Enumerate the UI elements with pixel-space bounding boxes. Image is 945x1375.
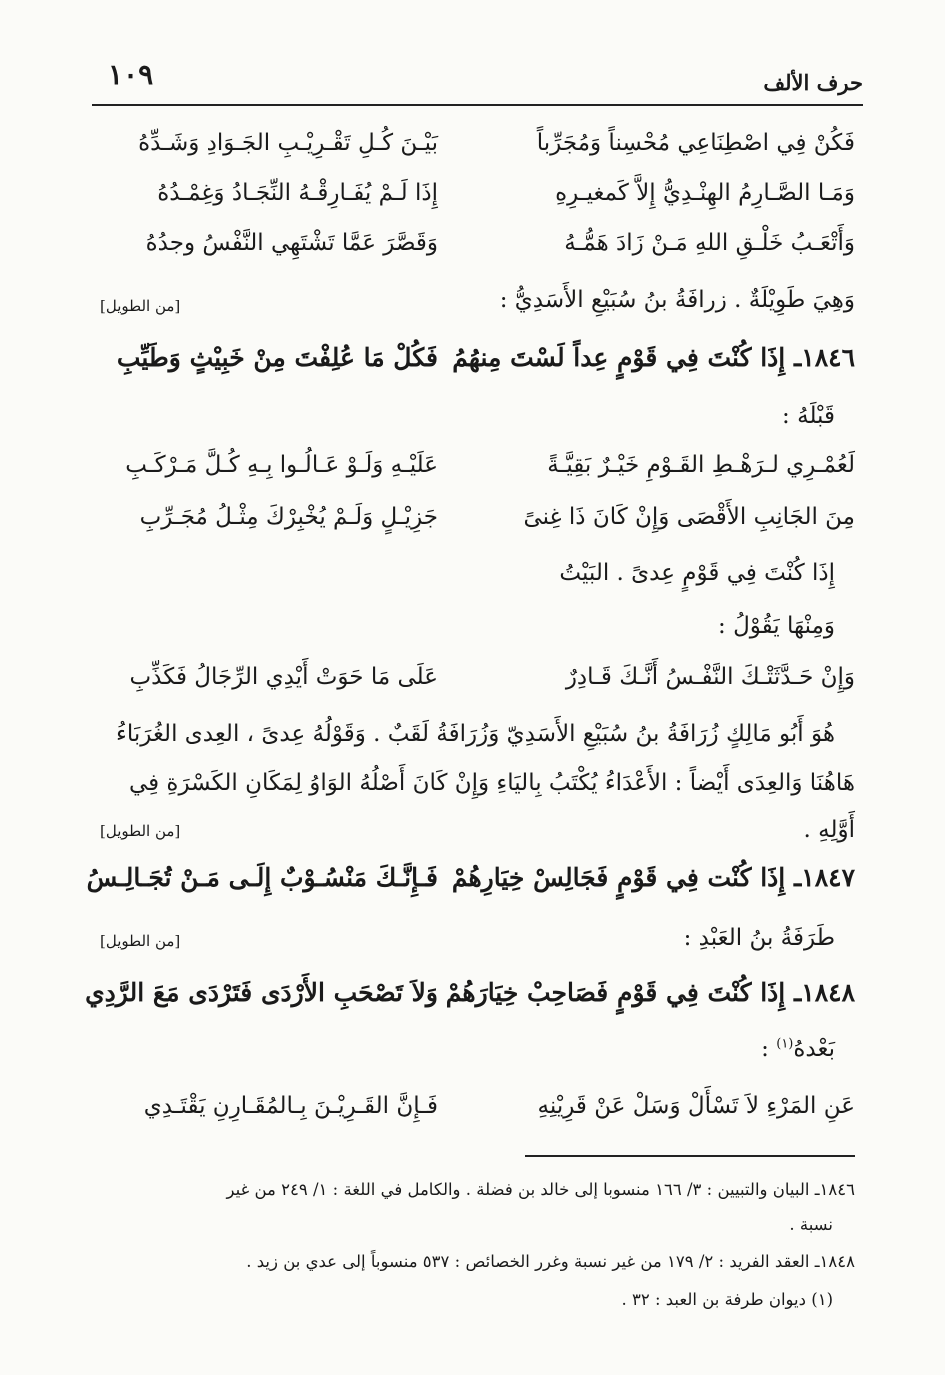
footnote-line: ١٨٤٦ـ البيان والتبيين : ٣/ ١٦٦ منسوبا إلى خالد بن فضلة . والكامل في اللغة : ١/ ٢٤٩ من غير bbox=[226, 1180, 855, 1199]
commentary-line: هُوَ أَبُو مَالِكٍ زُرَافَةُ بنُ سُبَيْعِ الأَسَدِيّ وَزُرَافَةُ لَقَبٌ . وَقَوْلُهُ عِدىً ، العِدى الغُرَبَاءُ bbox=[116, 721, 835, 747]
after-label: بَعْدهُ$^{(١)}$ : bbox=[761, 1036, 835, 1062]
verse-first-hemistich: ١٨٤٧ـ إِذَا كُنْت فِي قَوْمٍ فَجَالِسْ خِيَارِهُمْ bbox=[451, 863, 855, 892]
verse-line bbox=[98, 664, 855, 714]
commentary-line: أَوَّلِهِ . bbox=[803, 817, 855, 843]
verse-first-hemistich: وَإِنْ حَـدَّثَتْـكَ النَّفْـسُ أَنَّـكَ قَـادِرٌ bbox=[565, 664, 855, 690]
verse-second-hemistich: فَـإِنَّ القَـرِيْـنَ بِـالمُقَـارِنِ يَقْتَـدِي bbox=[143, 1093, 438, 1119]
verse-line bbox=[98, 230, 855, 280]
meter-label: [من الطويل] bbox=[100, 932, 181, 950]
verse-second-hemistich: عَلَيْـهِ وَلَـوْ عَـالُـوا بِـهِ كُـلَّ مَـرْكَـبِ bbox=[125, 452, 438, 478]
numbered-verse-1846 bbox=[98, 343, 855, 393]
footnote-line: ١٨٤٨ـ العقد الفريد : ٢/ ١٧٩ من غير نسبة وغرر الخصائص : ٥٣٧ منسوباً إلى عدي بن زيد . bbox=[246, 1252, 855, 1271]
verse-first-hemistich: ١٨٤٦ـ إِذَا كُنْتَ فِي قَوْمٍ عِداً لَسْتَ مِنهُمُ bbox=[452, 343, 855, 372]
verse-line bbox=[98, 504, 855, 554]
meter-label: [من الطويل] bbox=[100, 297, 181, 315]
verse-number: ١٨٤٨ـ bbox=[793, 978, 855, 1007]
verse-second-hemistich: بَيْـنَ كُـلِ تَقْـرِيْـبِ الجَـوَادِ وَشَـدِّهُ bbox=[138, 130, 438, 156]
footnote-line: نسبة . bbox=[789, 1215, 833, 1234]
verse-second-hemistich: عَلَى مَا حَوَتْ أَيْدِي الرِّجَالُ فَكَذِّبِ bbox=[129, 664, 438, 690]
verse-second-hemistich: وَلاَ تَصْحَبِ الأَرْدَى فَتَرْدَى مَعَ الرَّدِي bbox=[85, 978, 438, 1007]
numbered-verse-1848 bbox=[85, 978, 855, 1028]
verse-line bbox=[98, 452, 855, 502]
verse-number: ١٨٤٧ـ bbox=[793, 863, 855, 892]
meter-label: [من الطويل] bbox=[100, 822, 181, 840]
footnote-ref[interactable]: (١) bbox=[776, 1036, 794, 1052]
commentary-line: هَاهُنَا وَالعِدَى أَيْضاً : الأَعْدَاءُ يُكْتَبُ بِاليَاءِ وَإِنْ كَانَ أَصْلُهُ الوَاوُ لِمَكَانِ الكَسْرَةِ فِي bbox=[128, 770, 855, 796]
verse-first-hemistich: لَعُمْـرِي لـرَهْـطِ القَـوْمِ خَيْـرٌ بَقِيَّـةً bbox=[547, 452, 855, 478]
verse-line bbox=[98, 180, 855, 230]
running-header-title: حرف الألف bbox=[763, 70, 863, 95]
verse-second-hemistich: فَـإِنَّـكَ مَنْسُـوْبٌ إِلَـى مَـنْ تُجَـالِـسُ bbox=[86, 863, 438, 892]
verse-first-hemistich: مِنَ الجَانِبِ الأَقْصَى وَإِنْ كَانَ ذَا غِنىً bbox=[523, 504, 855, 530]
verse-first-hemistich: وَأَتْعَـبُ خَلْـقِ اللهِ مَـنْ زَادَ هَمُّـهُ bbox=[564, 230, 855, 256]
poet-name: طَرَفَةُ بنُ العَبْدِ : bbox=[683, 925, 835, 951]
verse-second-hemistich: وَقَصَّرَ عَمَّا تَشْتَهِي النَّفْسُ وجدُهُ bbox=[145, 230, 438, 256]
verse-second-hemistich: جَزِيْـلٍ وَلَـمْ يُخْبِرْكَ مِثْـلُ مُجَـرِّبِ bbox=[139, 504, 438, 530]
verse-second-hemistich: إِذَا لَـمْ يُفَـارِقْـهُ النِّجَـادُ وَغِمْـدُهُ bbox=[157, 180, 438, 206]
repeat-line: إِذَا كُنْتَ فِي قَوْمٍ عِدىً . البَيْتُ bbox=[559, 560, 835, 586]
verse-first-hemistich: وَمَـا الصَّـارِمُ الهِنْـدِيُّ إِلاَّ كَمغيـرِهِ bbox=[555, 180, 855, 206]
verse-line bbox=[98, 130, 855, 180]
numbered-verse-1847 bbox=[86, 863, 855, 913]
footnote-line: (١) ديوان طرفة بن العبد : ٣٢ . bbox=[621, 1290, 833, 1309]
from-it-label: وَمِنْهَا يَقُوْلُ : bbox=[718, 613, 835, 639]
verse-line bbox=[98, 1093, 855, 1143]
verse-number: ١٨٤٦ـ bbox=[793, 343, 855, 372]
verse-first-hemistich: ١٨٤٨ـ إِذَا كُنْتَ فِي قَوْمٍ فَصَاحِبْ خِيَارَهُمْ bbox=[445, 978, 855, 1007]
verse-second-hemistich: فَكُلْ مَا عُلِفْتَ مِنْ خَبِيْثٍ وَطَيِّبِ bbox=[116, 343, 438, 372]
before-label: قَبْلَهُ : bbox=[782, 403, 835, 429]
footnote-rule bbox=[525, 1155, 855, 1157]
verse-first-hemistich: عَنِ المَرْءِ لاَ تَسْأَلْ وَسَلْ عَنْ قَرِيْنِهِ bbox=[537, 1093, 855, 1119]
header-rule bbox=[92, 104, 863, 106]
poet-intro: وَهِيَ طَوِيْلَةٌ . زرافَةُ بنُ سُبَيْعِ الأَسَدِيُّ : bbox=[499, 287, 855, 313]
page-number: ١٠٩ bbox=[108, 58, 154, 91]
verse-first-hemistich: فَكُنْ فِي اصْطِنَاعِي مُحْسِناً وَمُجَرِّباً bbox=[536, 130, 855, 156]
